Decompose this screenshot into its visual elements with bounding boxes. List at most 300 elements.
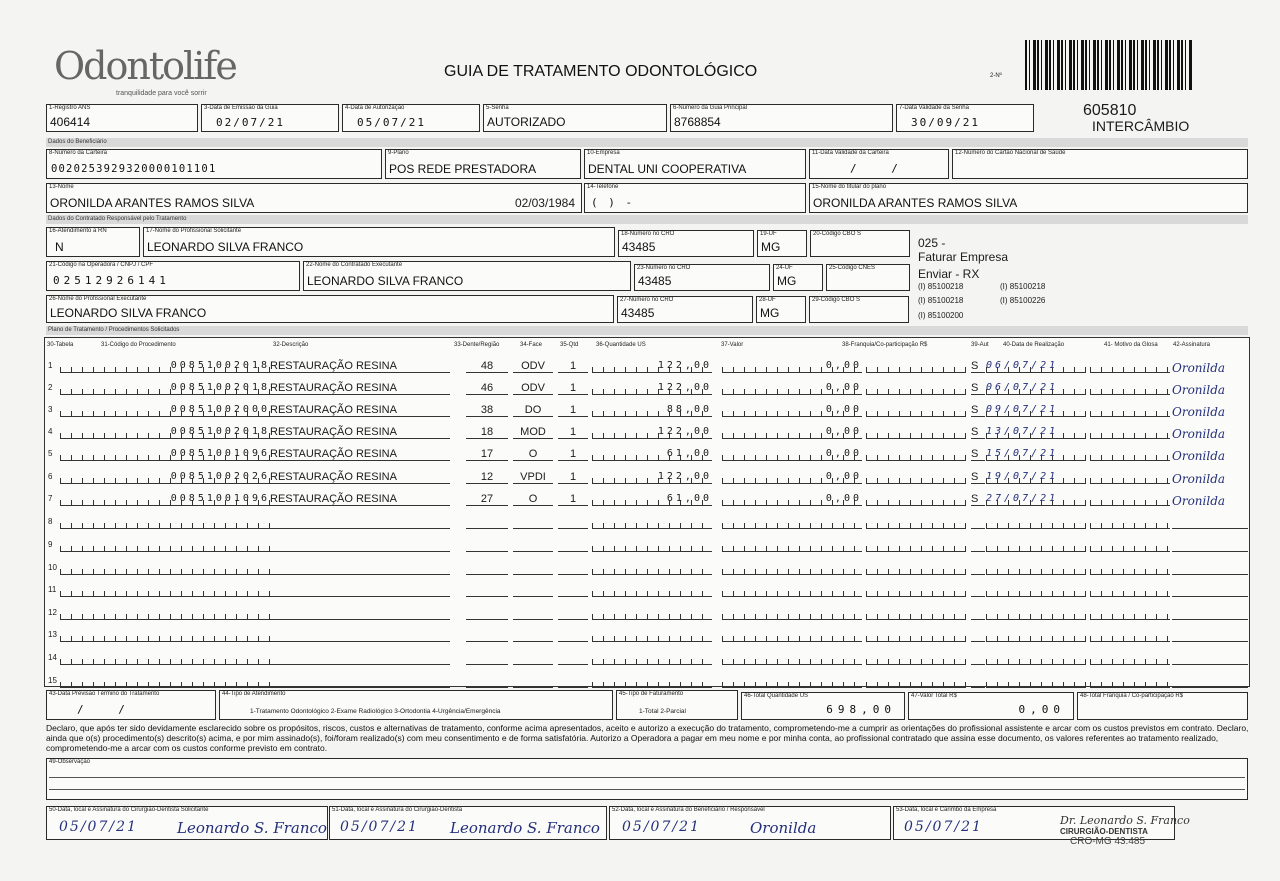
glosa-cell[interactable] (1090, 516, 1170, 529)
uf2-field[interactable] (773, 264, 823, 291)
qtd-us-cell[interactable] (592, 584, 712, 597)
assinatura-cell[interactable]: Oronilda (1172, 383, 1226, 397)
franquia-cell[interactable] (866, 360, 966, 373)
table-row[interactable] (46, 420, 1248, 442)
dente-cell[interactable]: 38 (466, 404, 508, 417)
prof-solicitante-label: 17-Nome do Profissional Solicitante (146, 228, 242, 234)
glosa-cell[interactable] (1090, 629, 1170, 642)
assinatura-cell[interactable]: Oronilda (1172, 361, 1226, 375)
cnes-field[interactable] (826, 264, 910, 291)
data-autorizacao-value: 05/07/21 (357, 116, 426, 129)
cns-field[interactable] (952, 149, 1248, 179)
face-cell[interactable] (513, 584, 553, 597)
descricao-cell[interactable]: RESTAURAÇÃO RESINA (270, 448, 450, 461)
face-cell[interactable]: ODV (513, 382, 553, 395)
glosa-cell[interactable] (1090, 382, 1170, 395)
assinatura-cell[interactable] (1172, 629, 1248, 642)
franquia-cell[interactable] (866, 493, 966, 506)
previsao-field[interactable] (46, 690, 216, 720)
glosa-cell[interactable] (1090, 493, 1170, 506)
intercambio-label: INTERCÂMBIO (1092, 118, 1190, 134)
qtd-cell[interactable] (558, 516, 588, 529)
valor-cell[interactable]: 0,00 (722, 404, 862, 417)
sig51-signature: Leonardo S. Franco (450, 819, 600, 837)
qtd-us-cell[interactable] (592, 675, 712, 688)
data-cell[interactable]: 09/07/21 (986, 404, 1086, 417)
qtd-cell[interactable]: 1 (558, 448, 588, 461)
codigo-cell[interactable]: 00851002018 (60, 382, 270, 395)
table-row[interactable] (46, 533, 1248, 555)
cro1-field[interactable] (618, 230, 754, 257)
glosa-cell[interactable] (1090, 607, 1170, 620)
data-emissao-label: 3-Data de Emissão da Guia (204, 105, 278, 111)
data-cell[interactable] (986, 562, 1086, 575)
codigo-cell[interactable]: 00851001096 (60, 448, 270, 461)
sig50-field[interactable] (46, 806, 328, 840)
table-row[interactable] (46, 465, 1248, 487)
valor-cell[interactable] (722, 516, 862, 529)
franquia-cell[interactable] (866, 516, 966, 529)
valor-cell[interactable] (722, 584, 862, 597)
qtd-us-cell[interactable]: 88,00 (592, 404, 712, 417)
codigo-cell[interactable]: 00851002000 (60, 404, 270, 417)
total-us-value: 698,00 (826, 703, 896, 716)
codigo-cell[interactable] (60, 629, 270, 642)
qtd-cell[interactable]: 1 (558, 426, 588, 439)
qtd-cell[interactable]: 1 (558, 404, 588, 417)
codigo-cell[interactable] (60, 675, 270, 688)
face-cell[interactable]: O (513, 493, 553, 506)
dente-cell[interactable]: 46 (466, 382, 508, 395)
aut-cell[interactable] (971, 516, 985, 529)
cnes-label: 25-Código CNES (829, 265, 876, 271)
data-cell[interactable]: 06/07/21 (986, 360, 1086, 373)
col-assinatura: 42-Assinatura (1173, 342, 1211, 348)
assinatura-cell[interactable] (1172, 562, 1248, 575)
aut-cell[interactable]: S (971, 448, 985, 461)
table-row[interactable] (46, 556, 1248, 578)
qtd-us-cell[interactable]: 122,00 (592, 426, 712, 439)
qtd-us-cell[interactable] (592, 562, 712, 575)
descricao-cell[interactable] (270, 539, 450, 552)
data-autorizacao-field[interactable] (342, 104, 480, 132)
face-cell[interactable] (513, 607, 553, 620)
assinatura-cell[interactable] (1172, 516, 1248, 529)
table-row[interactable] (46, 578, 1248, 600)
qtd-cell[interactable] (558, 607, 588, 620)
dente-cell[interactable]: 27 (466, 493, 508, 506)
franquia-cell[interactable] (866, 675, 966, 688)
qtd-cell[interactable]: 1 (558, 471, 588, 484)
data-cell[interactable] (986, 584, 1086, 597)
sig52-signature: Oronilda (750, 819, 817, 837)
senha-value: AUTORIZADO (487, 115, 566, 129)
total-franquia-label: 48-Total Franquia / Co-participação R$ (1080, 693, 1184, 699)
dente-cell[interactable]: 12 (466, 471, 508, 484)
uf2-value: MG (777, 274, 797, 288)
franquia-cell[interactable] (866, 448, 966, 461)
observacao-field[interactable] (46, 758, 1248, 800)
assinatura-cell[interactable] (1172, 607, 1248, 620)
validade-senha-field[interactable] (896, 104, 1034, 132)
qtd-us-cell[interactable] (592, 516, 712, 529)
qtd-cell[interactable]: 1 (558, 493, 588, 506)
assinatura-cell[interactable]: Oronilda (1172, 427, 1226, 441)
telefone-value: ( ) - (591, 196, 635, 209)
uf3-field[interactable] (756, 296, 806, 323)
table-row[interactable] (46, 442, 1248, 464)
data-cell[interactable] (986, 652, 1086, 665)
valor-total-field[interactable] (908, 692, 1074, 720)
section-beneficiario: Dados do Beneficiário (46, 138, 1248, 147)
nome-field[interactable] (46, 183, 582, 213)
table-row[interactable] (46, 601, 1248, 623)
franquia-cell[interactable] (866, 539, 966, 552)
face-cell[interactable]: DO (513, 404, 553, 417)
data-cell[interactable] (986, 516, 1086, 529)
plano-field[interactable] (385, 149, 581, 179)
validade-carteira-value: / / (850, 162, 912, 175)
dente-cell[interactable] (466, 629, 508, 642)
codigo-cell[interactable] (60, 584, 270, 597)
descricao-cell[interactable]: RESTAURAÇÃO RESINA (270, 382, 450, 395)
data-cell[interactable]: 27/07/21 (986, 493, 1086, 506)
data-cell[interactable] (986, 607, 1086, 620)
dente-cell[interactable] (466, 584, 508, 597)
glosa-cell[interactable] (1090, 675, 1170, 688)
data-cell[interactable]: 19/07/21 (986, 471, 1086, 484)
table-row[interactable] (46, 354, 1248, 376)
sig50-signature: Leonardo S. Franco (177, 819, 327, 837)
prof-executante-label: 26-Nome do Profissional Executante (49, 296, 147, 302)
franquia-cell[interactable] (866, 652, 966, 665)
franquia-cell[interactable] (866, 584, 966, 597)
sig50-date: 05/07/21 (59, 819, 138, 835)
descricao-cell[interactable] (270, 629, 450, 642)
aut-cell[interactable] (971, 539, 985, 552)
col-face: 34-Face (520, 342, 543, 348)
codigo-cell[interactable]: 00851002018 (60, 360, 270, 373)
descricao-cell[interactable]: RESTAURAÇÃO RESINA (270, 360, 450, 373)
valor-cell[interactable]: 0,00 (722, 426, 862, 439)
barcode (1025, 40, 1193, 90)
face-cell[interactable]: O (513, 448, 553, 461)
descricao-cell[interactable] (270, 516, 450, 529)
qtd-us-cell[interactable]: 122,00 (592, 471, 712, 484)
qtd-us-cell[interactable] (592, 607, 712, 620)
titular-field[interactable] (809, 183, 1248, 213)
guia-number-label: 2-Nº (990, 73, 1002, 79)
titular-value: ORONILDA ARANTES RAMOS SILVA (813, 196, 1018, 210)
glosa-cell[interactable] (1090, 562, 1170, 575)
prof-executante-field[interactable] (46, 295, 614, 323)
aut-cell[interactable] (971, 607, 985, 620)
contratado-exec-field[interactable] (303, 261, 631, 291)
glosa-cell[interactable] (1090, 360, 1170, 373)
cro1-label: 18-Número no CRO (621, 231, 675, 237)
uf3-label: 28-UF (759, 297, 776, 303)
dente-cell[interactable] (466, 539, 508, 552)
dente-cell[interactable]: 18 (466, 426, 508, 439)
assinatura-cell[interactable]: Oronilda (1172, 405, 1226, 419)
qtd-us-cell[interactable] (592, 652, 712, 665)
atendimento-rn-field[interactable] (46, 227, 140, 257)
registro-ans-field[interactable] (46, 104, 198, 132)
face-cell[interactable] (513, 562, 553, 575)
descricao-cell[interactable]: RESTAURAÇÃO RESINA (270, 471, 450, 484)
validade-senha-label: 7-Data Validade da Senha (899, 105, 969, 111)
glosa-cell[interactable] (1090, 584, 1170, 597)
total-us-field[interactable] (741, 692, 905, 720)
cbo1-field[interactable] (810, 230, 910, 257)
row-number: 5 (48, 449, 53, 458)
codigo-cell[interactable] (60, 607, 270, 620)
guia-principal-value: 8768854 (674, 115, 721, 129)
franquia-cell[interactable] (866, 562, 966, 575)
dente-cell[interactable] (466, 652, 508, 665)
data-emissao-field[interactable] (201, 104, 339, 132)
glosa-cell[interactable] (1090, 539, 1170, 552)
logo-text: Odontolife (54, 44, 236, 88)
col-glosa: 41- Motivo da Glosa (1104, 342, 1158, 348)
table-row[interactable] (46, 623, 1248, 645)
table-row[interactable] (46, 669, 1248, 691)
tipo-atendimento-field[interactable] (219, 690, 613, 720)
codigo-cell[interactable]: 00851002018 (60, 426, 270, 439)
stamp-line1: Dr. Leonardo S. Franco (1060, 814, 1190, 827)
qtd-cell[interactable] (558, 629, 588, 642)
data-cell[interactable] (986, 629, 1086, 642)
declaration-text: Declaro, que após ter sido devidamente esclarecido sobre os propósitos, riscos, custos e alternativas de tratamento, conforme acima apresentados, aceito e autorizo a execução do tratamento, comprometendo-me a cumprir as orientações do profissional assistente e arcar com os custos previstos em contrato. Declaro, ainda que o(s) procedimento(s) descrito(s) acima, e por mim assinado(s), foi/foram realizado(s) com meu consentimento e de forma satisfatória. Autorizo a Operadora a pagar em meu nome e por minha conta, ao profissional contratado que assina esse documento, os valores referentes ao tratamento realizado, comprometendo-me a arcar com os custos conforme previsto em contrato. (46, 723, 1249, 753)
aut-cell[interactable]: S (971, 426, 985, 439)
cro2-field[interactable] (634, 264, 770, 291)
table-row[interactable] (46, 646, 1248, 668)
notes-box (912, 228, 1248, 324)
total-franquia-field[interactable] (1077, 692, 1248, 720)
empresa-field[interactable] (584, 149, 806, 179)
descricao-cell[interactable] (270, 584, 450, 597)
dente-cell[interactable] (466, 607, 508, 620)
assinatura-cell[interactable]: Oronilda (1172, 449, 1226, 463)
dente-cell[interactable]: 48 (466, 360, 508, 373)
sig51-field[interactable] (329, 806, 607, 840)
descricao-cell[interactable] (270, 607, 450, 620)
prof-solicitante-field[interactable] (143, 227, 615, 257)
valor-cell[interactable] (722, 652, 862, 665)
aut-cell[interactable] (971, 562, 985, 575)
data-cell[interactable] (986, 675, 1086, 688)
descricao-cell[interactable] (270, 562, 450, 575)
aut-cell[interactable]: S (971, 404, 985, 417)
sig51-date: 05/07/21 (340, 819, 419, 835)
aut-cell[interactable] (971, 675, 985, 688)
contratado-exec-label: 22-Nome do Contratado Executante (306, 262, 403, 268)
codigo-cell[interactable] (60, 539, 270, 552)
row-number: 10 (48, 563, 57, 572)
valor-cell[interactable]: 0,00 (722, 448, 862, 461)
cbo1-label: 20-Código CBO S (813, 231, 862, 237)
col-codigo: 31-Código do Procedimento (101, 342, 176, 348)
qtd-us-cell[interactable] (592, 539, 712, 552)
descricao-cell[interactable]: RESTAURAÇÃO RESINA (270, 493, 450, 506)
carteira-field[interactable] (46, 149, 382, 179)
table-row[interactable] (46, 376, 1248, 398)
codigo-cell[interactable] (60, 562, 270, 575)
aut-cell[interactable]: S (971, 493, 985, 506)
row-number: 3 (48, 405, 53, 414)
qtd-cell[interactable]: 1 (558, 360, 588, 373)
face-cell[interactable]: ODV (513, 360, 553, 373)
valor-cell[interactable] (722, 629, 862, 642)
qtd-cell[interactable] (558, 584, 588, 597)
qtd-cell[interactable] (558, 539, 588, 552)
franquia-cell[interactable] (866, 426, 966, 439)
face-cell[interactable] (513, 629, 553, 642)
aut-cell[interactable]: S (971, 382, 985, 395)
dente-cell[interactable] (466, 516, 508, 529)
qtd-us-cell[interactable]: 61,00 (592, 493, 712, 506)
glosa-cell[interactable] (1090, 426, 1170, 439)
senha-field[interactable] (483, 104, 667, 132)
notes-line1: 025 - (918, 236, 946, 250)
cns-label: 12-Número do Cartão Nacional de Saúde (955, 150, 1066, 156)
cbo3-field[interactable] (809, 296, 909, 323)
table-row[interactable] (46, 487, 1248, 509)
qtd-us-cell[interactable] (592, 629, 712, 642)
cro3-field[interactable] (617, 296, 753, 323)
valor-cell[interactable] (722, 607, 862, 620)
assinatura-cell[interactable] (1172, 584, 1248, 597)
face-cell[interactable] (513, 516, 553, 529)
face-cell[interactable] (513, 539, 553, 552)
qtd-us-cell[interactable]: 122,00 (592, 382, 712, 395)
assinatura-cell[interactable] (1172, 652, 1248, 665)
valor-cell[interactable] (722, 562, 862, 575)
row-number: 4 (48, 427, 53, 436)
tipo-atendimento-label: 44-Tipo de Atendimento (222, 691, 286, 697)
data-autorizacao-label: 4-Data de Autorização (345, 105, 405, 111)
qtd-cell[interactable] (558, 652, 588, 665)
row-number: 9 (48, 540, 53, 549)
carteira-value: 0020253929320000101101 (51, 163, 217, 175)
assinatura-cell[interactable]: Oronilda (1172, 472, 1226, 486)
franquia-cell[interactable] (866, 607, 966, 620)
franquia-cell[interactable] (866, 382, 966, 395)
face-cell[interactable] (513, 652, 553, 665)
col-valor: 37-Valor (721, 342, 744, 348)
glosa-cell[interactable] (1090, 652, 1170, 665)
aut-cell[interactable]: S (971, 360, 985, 373)
assinatura-cell[interactable] (1172, 675, 1248, 688)
face-cell[interactable]: VPDI (513, 471, 553, 484)
codigo-cell[interactable] (60, 516, 270, 529)
valor-cell[interactable]: 0,00 (722, 493, 862, 506)
qtd-us-cell[interactable]: 61,00 (592, 448, 712, 461)
page-title: GUIA DE TRATAMENTO ODONTOLÓGICO (444, 63, 758, 80)
codigo-cell[interactable]: 00851001096 (60, 493, 270, 506)
sig51-label: 51-Data, local e Assinatura do Cirurgião-Dentista (332, 807, 463, 813)
guia-principal-label: 6-Número da Guia Principal (673, 105, 748, 111)
logo (54, 44, 236, 97)
row-number: 1 (48, 361, 53, 370)
stamp-line3: CRO-MG 43.485 (1070, 836, 1146, 847)
cro2-label: 23-Número no CRO (637, 265, 691, 271)
company-stamp (1060, 814, 1190, 847)
senha-label: 5-Senha (486, 105, 509, 111)
dente-cell[interactable]: 17 (466, 448, 508, 461)
notes-code-2: (I) 85100218 (1000, 282, 1046, 291)
uf2-label: 24-UF (776, 265, 793, 271)
codigo-cell[interactable]: 00851002026 (60, 471, 270, 484)
qtd-cell[interactable]: 1 (558, 382, 588, 395)
descricao-cell[interactable]: RESTAURAÇÃO RESINA (270, 426, 450, 439)
aut-cell[interactable]: S (971, 471, 985, 484)
data-cell[interactable]: 06/07/21 (986, 382, 1086, 395)
glosa-cell[interactable] (1090, 471, 1170, 484)
data-cell[interactable] (986, 539, 1086, 552)
tipo-faturamento-field[interactable] (616, 690, 738, 720)
aut-cell[interactable] (971, 629, 985, 642)
aut-cell[interactable] (971, 584, 985, 597)
face-cell[interactable]: MOD (513, 426, 553, 439)
guia-principal-field[interactable] (670, 104, 893, 132)
glosa-cell[interactable] (1090, 404, 1170, 417)
qtd-us-cell[interactable]: 122,00 (592, 360, 712, 373)
table-row[interactable] (46, 398, 1248, 420)
sig53-date: 05/07/21 (904, 819, 983, 835)
valor-cell[interactable] (722, 539, 862, 552)
telefone-field[interactable] (584, 183, 806, 213)
qtd-cell[interactable] (558, 675, 588, 688)
valor-cell[interactable]: 0,00 (722, 471, 862, 484)
prof-executante-value: LEONARDO SILVA FRANCO (50, 306, 207, 320)
col-descricao: 32-Descrição (273, 342, 309, 348)
franquia-cell[interactable] (866, 629, 966, 642)
validade-carteira-field[interactable] (809, 149, 949, 179)
valor-cell[interactable]: 0,00 (722, 382, 862, 395)
aut-cell[interactable] (971, 652, 985, 665)
descricao-cell[interactable] (270, 652, 450, 665)
glosa-cell[interactable] (1090, 448, 1170, 461)
cro3-value: 43485 (621, 306, 655, 320)
valor-cell[interactable] (722, 675, 862, 688)
validade-carteira-label: 11-Data Validade da Carteira (812, 150, 889, 156)
franquia-cell[interactable] (866, 471, 966, 484)
carteira-label: 8-Número da Carteira (49, 150, 108, 156)
descricao-cell[interactable] (270, 675, 450, 688)
codigo-cell[interactable] (60, 652, 270, 665)
dente-cell[interactable] (466, 562, 508, 575)
registro-ans-label: 1-Registro ANS (49, 105, 91, 111)
descricao-cell[interactable]: RESTAURAÇÃO RESINA (270, 404, 450, 417)
dente-cell[interactable] (466, 675, 508, 688)
qtd-cell[interactable] (558, 562, 588, 575)
franquia-cell[interactable] (866, 404, 966, 417)
valor-cell[interactable]: 0,00 (722, 360, 862, 373)
data-cell[interactable]: 15/07/21 (986, 448, 1086, 461)
assinatura-cell[interactable]: Oronilda (1172, 494, 1226, 508)
table-row[interactable] (46, 510, 1248, 532)
row-number: 14 (48, 653, 57, 662)
codigo-operadora-field[interactable] (46, 261, 300, 291)
row-number: 11 (48, 585, 57, 594)
uf1-field[interactable] (757, 230, 807, 257)
data-cell[interactable]: 13/07/21 (986, 426, 1086, 439)
sig52-field[interactable] (609, 806, 891, 840)
assinatura-cell[interactable] (1172, 539, 1248, 552)
stamp-line2: CIRURGIÃO-DENTISTA (1060, 827, 1148, 836)
face-cell[interactable] (513, 675, 553, 688)
